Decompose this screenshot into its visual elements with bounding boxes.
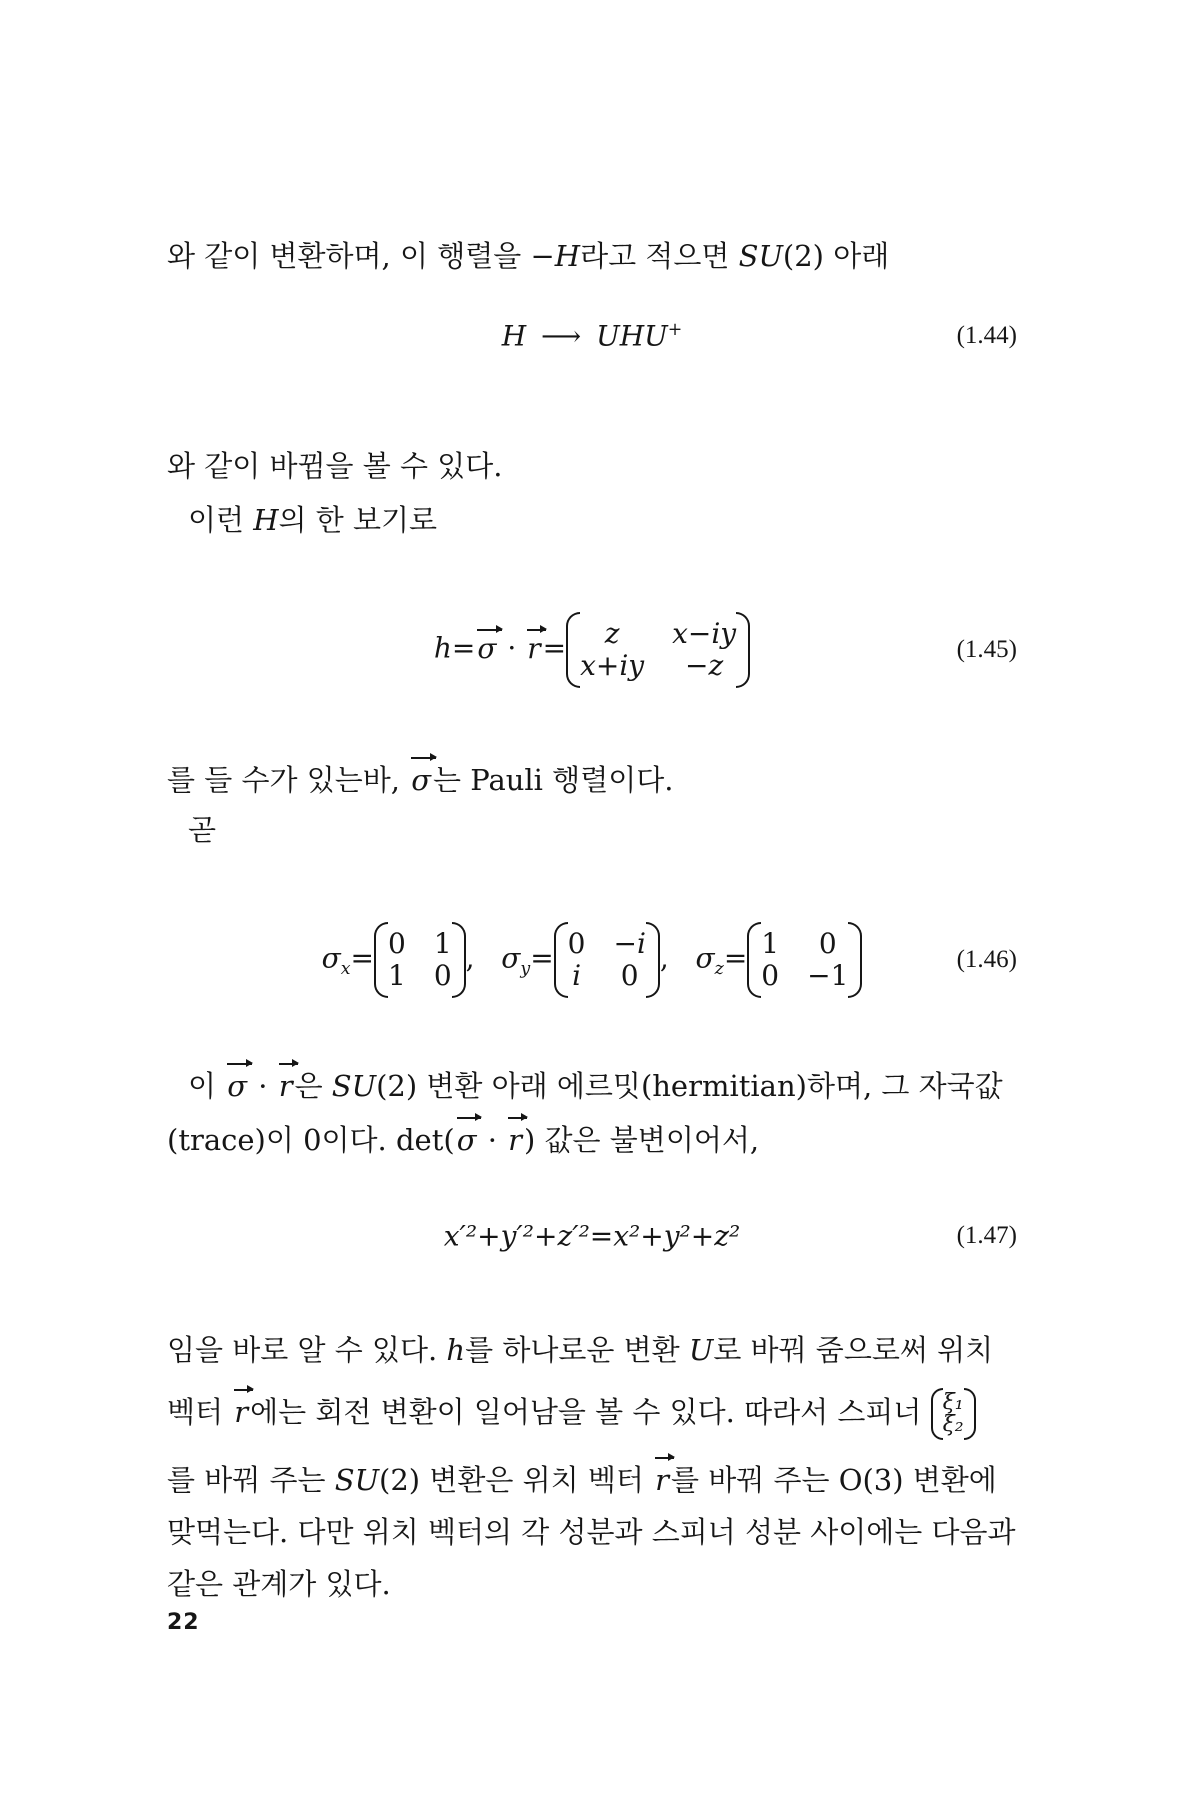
- equation-1-45: [167, 590, 1017, 710]
- vector-sigma: σ: [455, 1120, 479, 1160]
- text-span: 같은 관계가 있다.: [167, 1567, 391, 1601]
- math-symbol: h: [433, 631, 452, 665]
- page-number: 22: [167, 1610, 200, 1635]
- text-span: 에는 회전 변환이 일어남을 볼 수 있다. 따라서 스피너: [250, 1395, 922, 1429]
- text-span: 를 바꿔 주는 O(3) 변환에: [670, 1463, 997, 1497]
- text-span: 는 Pauli 행렬이다.: [433, 763, 674, 797]
- text-span: 를 하나로운 변환: [465, 1333, 689, 1367]
- text-span: 로 바꿔 줌으로써 위치: [713, 1333, 994, 1367]
- subscript: z: [714, 959, 724, 980]
- math-symbol: UHU: [596, 319, 668, 353]
- math-symbol: H: [554, 239, 581, 273]
- text-line: [167, 1120, 1017, 1160]
- matrix-sigma-x: [374, 928, 466, 992]
- text-span: 와 같이 변환하며, 이 행렬을 −: [167, 239, 555, 273]
- dot-operator: ·: [478, 1123, 507, 1157]
- equation-1-46: [167, 900, 1017, 1020]
- matrix-cell: 0: [388, 927, 406, 960]
- equation-body: x′²+y′²+z′²=x²+y²+z²: [443, 1219, 741, 1253]
- spinor-column: [931, 1392, 976, 1436]
- matrix-cell: 0: [620, 959, 639, 992]
- equation-body: [167, 320, 1017, 353]
- vector-sigma: σ: [477, 631, 497, 665]
- matrix-cell: 0: [761, 959, 780, 992]
- equation-1-47: [167, 1196, 1017, 1276]
- text-span: 의 한 보기로: [278, 503, 438, 537]
- text-span: (2) 아래: [782, 239, 890, 273]
- text-span: 벡터: [167, 1395, 233, 1429]
- math-symbol: H: [253, 503, 279, 537]
- equation-1-44: [167, 296, 1017, 376]
- text-span: 이런: [188, 503, 254, 537]
- math-symbol: σ: [321, 941, 341, 975]
- vector-sigma: σ: [409, 760, 433, 800]
- matrix-cell: −1: [807, 959, 849, 992]
- math-symbol: SU: [738, 239, 783, 273]
- text-line: [167, 1564, 1017, 1604]
- math-symbol: σ: [695, 941, 715, 975]
- text-span: 이: [188, 1069, 226, 1103]
- text-span: 은: [294, 1069, 332, 1103]
- matrix-cell: 1: [433, 927, 452, 960]
- spinor-component: ξ₁: [942, 1390, 964, 1415]
- vector-r: r: [232, 1392, 250, 1432]
- matrix-cell: −z: [685, 649, 724, 682]
- text-line: [188, 810, 1038, 850]
- text-span: (2) 변환은 위치 벡터: [379, 1463, 654, 1497]
- matrix-sigma-y: [554, 928, 660, 992]
- text-span: 임을 바로 알 수 있다.: [167, 1333, 447, 1367]
- vector-sigma: σ: [225, 1066, 249, 1106]
- subscript: x: [340, 959, 351, 980]
- matrix-cell: i: [572, 959, 582, 992]
- text-span: 를 들 수가 있는바,: [167, 763, 410, 797]
- matrix-cell: 1: [388, 959, 406, 992]
- text-line: [167, 236, 1017, 276]
- equation-number: (1.47): [956, 1222, 1017, 1249]
- text-line: [188, 1066, 1017, 1106]
- math-symbol: SU: [334, 1463, 380, 1497]
- text-span: (2) 변환 아래 에르밋(hermitian)하며, 그 자국값: [376, 1069, 1003, 1103]
- vector-r: r: [277, 1066, 295, 1106]
- matrix-cell: x+iy: [580, 649, 645, 682]
- matrix-cell: z: [604, 617, 620, 650]
- matrix-cell: x−iy: [672, 617, 737, 650]
- matrix: [566, 618, 750, 682]
- text-line: [167, 1512, 1017, 1552]
- text-line: [167, 760, 1017, 800]
- equation-body: h=σ · r= z x−iy x+iy −z: [167, 618, 1017, 682]
- math-symbol: H: [501, 319, 527, 353]
- vector-r: r: [527, 631, 541, 665]
- text-span: ) 값은 불변이어서,: [524, 1123, 760, 1157]
- text-span: (trace)이 0이다. det(: [167, 1123, 455, 1157]
- matrix-cell: 0: [818, 927, 837, 960]
- equation-number: (1.46): [956, 946, 1017, 973]
- matrix-cell: −i: [613, 927, 646, 960]
- vector-r: r: [506, 1120, 524, 1160]
- text-span: 곧: [188, 813, 217, 847]
- math-symbol: SU: [331, 1069, 377, 1103]
- equation-number: (1.45): [956, 636, 1017, 663]
- superscript: +: [667, 320, 683, 341]
- math-symbol: U: [688, 1333, 714, 1367]
- text-line: [167, 1460, 1017, 1500]
- arrow-icon: ⟶: [541, 319, 582, 353]
- matrix-cell: 1: [761, 927, 780, 960]
- subscript: y: [520, 959, 531, 980]
- spinor-component: ξ₂: [942, 1412, 964, 1437]
- text-line: [167, 1392, 1017, 1436]
- text-line: [167, 446, 1017, 486]
- dot-operator: ·: [498, 631, 526, 665]
- text-line: [167, 1330, 1017, 1370]
- text-span: 와 같이 바뀜을 볼 수 있다.: [167, 449, 503, 483]
- dot-operator: ·: [249, 1069, 277, 1103]
- text-line: [188, 500, 1038, 540]
- text-span: 를 바꿔 주는: [167, 1463, 335, 1497]
- math-symbol: σ: [501, 941, 521, 975]
- equation-number: (1.44): [956, 322, 1017, 349]
- math-symbol: h: [446, 1333, 466, 1367]
- equation-body: $\sigma_x=$ 0 1 1 0 , $\sigma_y=$ 0 −i i 0 , $\sigma_z=$ 1 0 0 −1: [167, 928, 1017, 992]
- text-span: 맞먹는다. 다만 위치 벡터의 각 성분과 스피너 성분 사이에는 다음과: [167, 1515, 1016, 1549]
- matrix-cell: 0: [567, 927, 586, 960]
- text-span: 라고 적으면: [580, 239, 739, 273]
- matrix-sigma-z: [747, 928, 862, 992]
- vector-r: r: [653, 1460, 671, 1500]
- matrix-cell: 0: [433, 959, 452, 992]
